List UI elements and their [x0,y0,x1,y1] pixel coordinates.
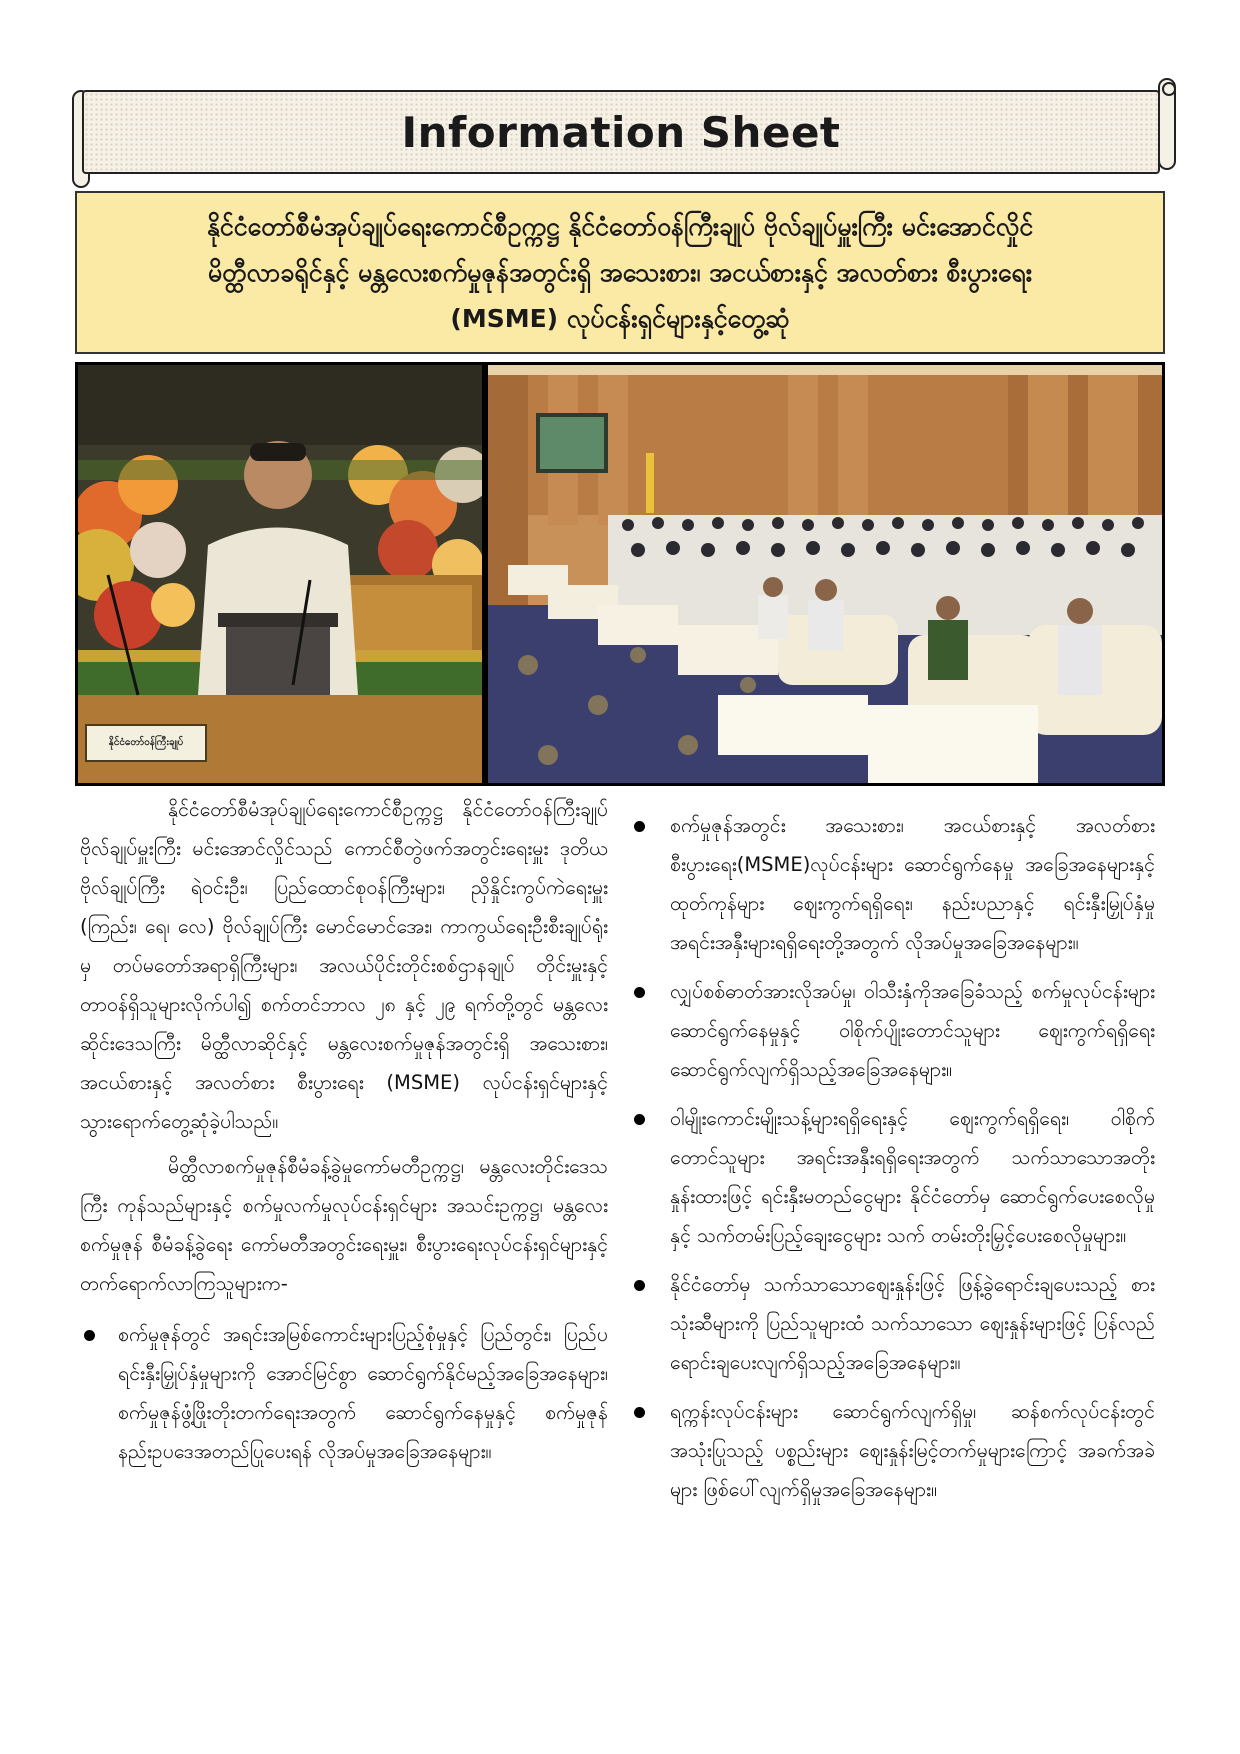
list-item [630,1392,1155,1509]
list-item-text: စက်မှုဇုန်အတွင်း အသေးစား၊ အငယ်စားနှင့် အလတ်စား စီးပွားရေး(MSME)လုပ်ငန်းများ ဆောင်ရွက်နေမှု အခြေအနေများနှင့် ထုတ်ကုန်များ ဈေးကွက်ရရှိရေး၊ နည်းပညာနှင့် ရင်းနှီးမြှုပ်နှံမှု အရင်းအနှီးများရရှိရေးတို့အတွက် လိုအပ်မှုအခြေအနေများ။ [670,814,1155,954]
photo-audience [488,365,1162,783]
list-item-text: စက်မှုဇုန်တွင် အရင်းအမြစ်ကောင်းများပြည့်စုံမှုနှင့် ပြည်တွင်း၊ ပြည်ပရင်းနှီးမြှုပ်နှံမှုများကို အောင်မြင်စွာ ဆောင်ရွက်နိုင်မည့်အခြေအနေများ၊ စက်မှုဇုန်ဖွံ့ဖြိုးတိုးတက်ရေးအတွက် ဆောင်ရွက်နေမှုနှင့် စက်မှုဇုန်နည်းဥပဒေအတည်ပြုပေးရန် လိုအပ်မှုအခြေအနေများ။ [118,1323,608,1463]
banner-title: Information Sheet [401,107,841,157]
list-item-text: ဝါမျိုးကောင်းမျိုးသန့်များရရှိရေးနှင့် ဈေးကွက်ရရှိရေး၊ ဝါစိုက် တောင်သူများ အရင်းအနှီးရရှိရေးအတွက် သက်သာသောအတိုးနှုန်းထားဖြင့် ရင်းနှီးမတည်ငွေများ နိုင်ငံတော်မှ ဆောင်ရွက်ပေးစေလိုမှုနှင့် သက်တမ်းပြည့်ချေးငွေများ သက် တမ်းတိုးမြှင့်ပေးစေလိုမှုများ။ [670,1107,1155,1247]
attendees-paragraph: မိတ္ထီလာစက်မှုဇုန်စီမံခန့်ခွဲမှုကော်မတီဥက္ကဋ္ဌ၊ မန္တလေးတိုင်းဒေသကြီး ကုန်သည်များနှင့် စက်မှုလက်မှုလုပ်ငန်းရှင်များ အသင်းဥက္ကဋ္ဌ၊ မန္တလေးစက်မှုဇုန် စီမံခန့်ခွဲရေး ကော်မတီအတွင်းရေးမှူး၊ စီးပွားရေးလုပ်ငန်းရှင်များနှင့် တက်ရောက်လာကြသူများက- [80,1155,608,1295]
bullet-dot-icon [634,1114,645,1125]
list-item [630,806,1155,962]
intro-paragraph: နိုင်ငံတော်စီမံအုပ်ချုပ်ရေးကောင်စီဥက္ကဋ္ဌ နိုင်ငံတော်ဝန်ကြီးချုပ် ဗိုလ်ချုပ်မှူးကြီး မင်းအောင်လှိုင်သည် ကောင်စီတွဲဖက်အတွင်းရေးမှူး ဒုတိယဗိုလ်ချုပ်ကြီး ရဲဝင်းဦး၊ ပြည်ထောင်စုဝန်ကြီးများ၊ ညှိနှိုင်းကွပ်ကဲရေးမှူး (ကြည်း၊ ရေ၊ လေ) ဗိုလ်ချုပ်ကြီး မောင်မောင်အေး၊ ကာကွယ်ရေးဦးစီးချုပ်ရုံးမှ တပ်မတော်အရာရှိကြီးများ၊ အလယ်ပိုင်းတိုင်းစစ်ဌာနချုပ် တိုင်းမှူးနှင့် တာဝန်ရှိသူများလိုက်ပါ၍ စက်တင်ဘာလ ၂၈ နှင့် ၂၉ ရက်တို့တွင် မန္တလေးဆိုင်းဒေသကြီး မိတ္ထီလာဆိုင်နှင့် မန္တလေးစက်မှုဇုန်အတွင်းရှိ အသေးစား၊ အငယ်စားနှင့် အလတ်စား စီးပွားရေး (MSME) လုပ်ငန်းရှင်များနှင့် သွားရောက်တွေ့ဆုံခဲ့ပါသည်။ [80,798,608,1133]
right-column [630,806,1155,1519]
speaker-photo-illustration [78,365,482,783]
bullet-dot-icon [634,821,645,832]
speaker-nameplate: နိုင်ငံတော်ဝန်ကြီးချုပ် [108,737,184,748]
list-item-text: ရက္ကန်းလုပ်ငန်းများ ဆောင်ရွက်လျက်ရှိမှု၊ ဆန်စက်လုပ်ငန်းတွင် အသုံးပြုသည့် ပစ္စည်းများ ဈေးနှုန်းမြင့်တက်မှုများကြောင့် အခက်အခဲများ ဖြစ်ပေါ်လျက်ရှိမှုအခြေအနေများ။ [670,1400,1155,1501]
banner-scroll [74,78,1170,182]
banner-body [82,90,1160,174]
list-item [630,972,1155,1089]
scroll-right-roll [1158,78,1176,170]
list-item-text: နိုင်ငံတော်မှ သက်သာသောဈေးနှုန်းဖြင့် ဖြန့်ခွဲရောင်းချပေးသည့် စားသုံးဆီများကို ပြည်သူများထံ သက်သာသော ဈေးနှုန်းများဖြင့် ပြန်လည်ရောင်းချပေးလျက်ရှိသည့်အခြေအနေများ။ [670,1273,1155,1374]
right-bullet-list [630,806,1155,1509]
headline-line-2: မိတ္ထီလာခရိုင်နှင့် မန္တလေးစက်မှုဇုန်အတွင်းရှိ အသေးစား၊ အငယ်စားနှင့် အလတ်စား စီးပွားရေး [207,257,1033,287]
list-item-text: လျှပ်စစ်ဓာတ်အားလိုအပ်မှု၊ ဝါသီးနှံကိုအခြေခံသည့် စက်မှုလုပ်ငန်းများ ဆောင်ရွက်နေမှုနှင့် ဝါစိုက်ပျိုးတောင်သူများ ဈေးကွက်ရရှိရေး ဆောင်ရွက်လျက်ရှိသည့်အခြေအနေများ။ [670,980,1155,1081]
bullet-dot-icon [634,987,645,998]
headline-box [75,191,1165,354]
headline-line-3: (MSME) လုပ်ငန်းရှင်များနှင့်တွေ့ဆုံ [450,303,790,333]
bullet-dot-icon [84,1330,95,1341]
list-item [630,1099,1155,1255]
left-bullet-list [80,1315,608,1471]
headline-line-1: နိုင်ငံတော်စီမံအုပ်ချုပ်ရေးကောင်စီဥက္ကဋ္ဌ နိုင်ငံတော်ဝန်ကြီးချုပ် ဗိုလ်ချုပ်မှူးကြီး မင်းအောင်လှိုင် [206,211,1034,241]
bullet-dot-icon [634,1407,645,1418]
bullet-dot-icon [634,1280,645,1291]
photo-strip [75,362,1165,786]
photo-speaker [78,365,482,783]
list-item [80,1315,608,1471]
audience-photo-illustration [488,365,1162,783]
list-item [630,1265,1155,1382]
left-column [80,790,608,1481]
